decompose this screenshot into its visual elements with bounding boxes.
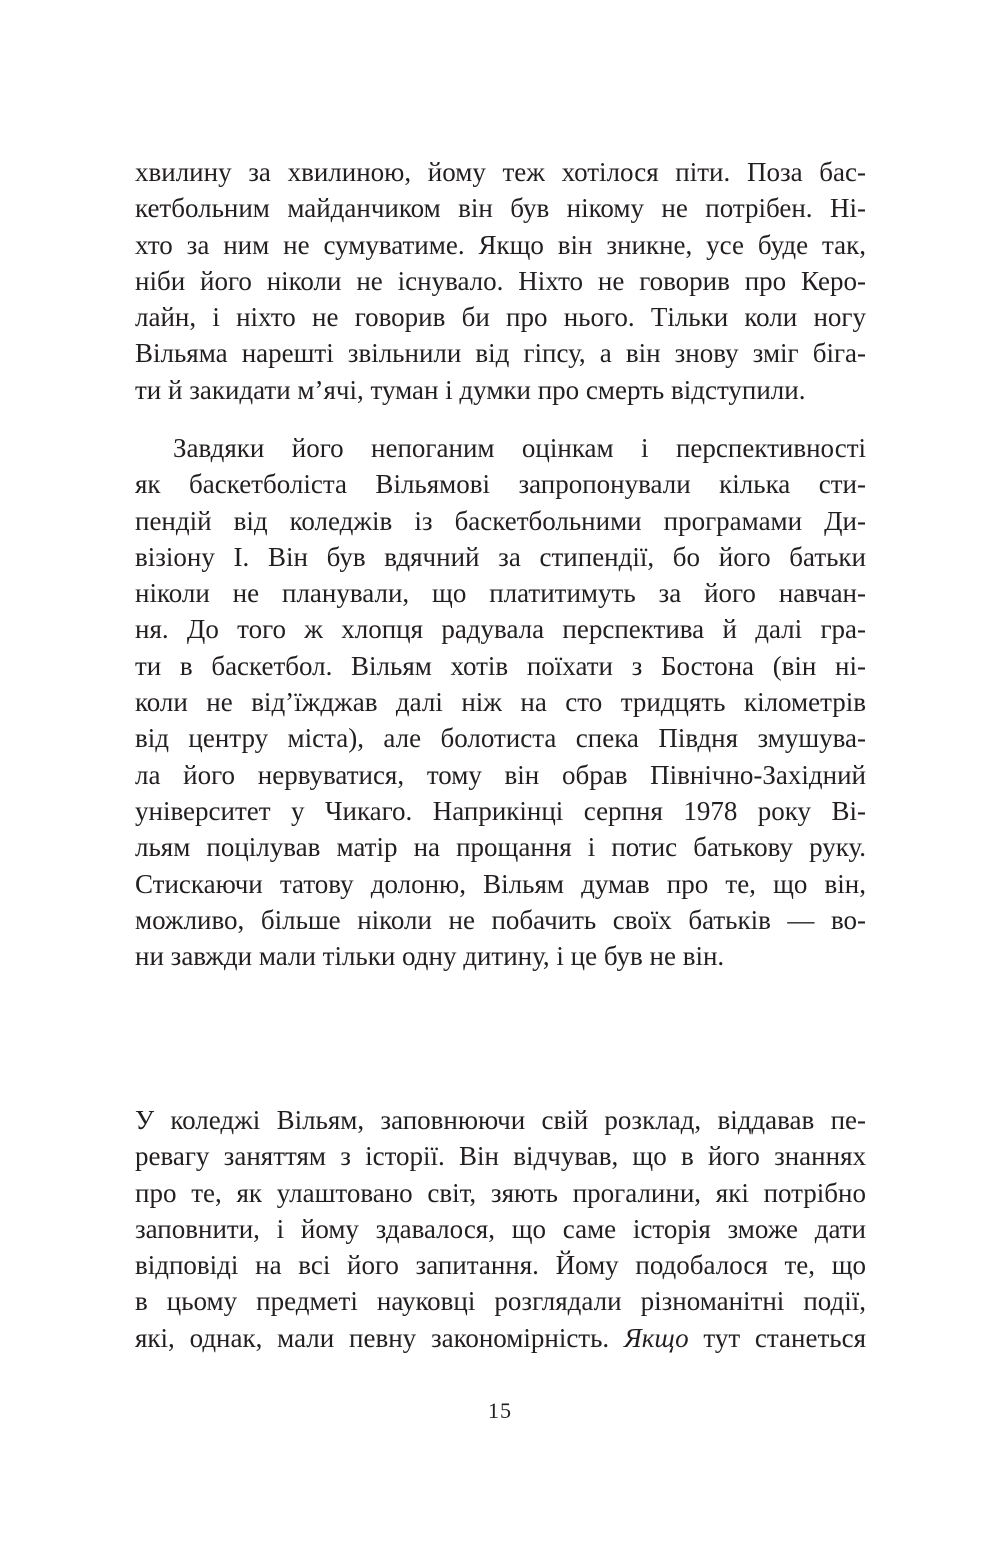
text-line: Стискаючи татову долоню, Вільям думав про те, що він, (135, 868, 866, 899)
text-line: ніколи не планували, що платитимуть за його навчан- (135, 578, 866, 609)
paragraph-1 (135, 154, 866, 408)
text-line: льям поцілував матір на прощання і потис батькову руку. (135, 832, 866, 863)
text-line: відповіді на всі його запитання. Йому подобалося те, що (135, 1250, 866, 1281)
page-number: 15 (488, 1398, 512, 1423)
text-line: У коледжі Вільям, заповнюючи свій розклад, віддавав пе- (135, 1105, 866, 1135)
text-line (135, 1320, 866, 1356)
italic-word: Якщо (623, 1322, 689, 1353)
text-line: ти в баскетбол. Вільям хотів поїхати з Бостона (він ні- (135, 650, 866, 681)
text-line: як баскетболіста Вільямові запропонували кілька сти- (135, 469, 866, 500)
text-line: ни завжди мали тільки одну дитину, і це був не він. (135, 941, 725, 972)
text-line: від центру міста), але болотиста спека Півдня змушува- (135, 723, 866, 754)
text-segment: які, однак, мали певну закономірність. (135, 1322, 624, 1353)
text-line: ня. До того ж хлопця радувала перспектива й далі гра- (135, 614, 866, 645)
text-line: хто за ним не сумуватиме. Якщо він зникне, усе буде так, (135, 229, 866, 260)
text-line: Вільяма нарешті звільнили від гіпсу, а він знову зміг біга- (135, 338, 866, 369)
text-line: ревагу заняттям з історії. Він відчував, що в його знаннях (135, 1141, 866, 1172)
paragraph-3 (135, 1102, 866, 1356)
text-line: ти й закидати м’ячі, туман і думки про смерть відступили. (135, 374, 806, 405)
text-line: університет у Чикаго. Наприкінці серпня 1978 року Ві- (135, 795, 866, 826)
text-line: заповнити, і йому здавалося, що саме історія зможе дати (135, 1213, 866, 1244)
text-line: Завдяки його непоганим оцінкам і перспективності (173, 433, 866, 463)
text-line: кетбольним майданчиком він був нікому не потрібен. Ні- (135, 193, 866, 224)
text-line: ла його нервуватися, тому він обрав Північно-Західний (135, 759, 866, 790)
text-line: хвилину за хвилиною, йому теж хотілося піти. Поза бас- (135, 157, 866, 187)
text-line: в цьому предметі науковці розглядали різноманітні події, (135, 1286, 866, 1317)
text-segment: тут станеться (688, 1322, 866, 1353)
text-line: можливо, більше ніколи не побачить своїх батьків — во- (135, 904, 866, 935)
text-line: пендій від коледжів із баскетбольними програмами Ди- (135, 505, 866, 536)
paragraph-2 (135, 430, 866, 974)
text-line: коли не від’їжджав далі ніж на сто тридцять кілометрів (135, 687, 866, 718)
text-line: лайн, і ніхто не говорив би про нього. Тільки коли ногу (135, 302, 866, 333)
text-line: про те, як улаштовано світ, зяють прогалини, які потрібно (135, 1177, 866, 1208)
text-line: ніби його ніколи не існувало. Ніхто не говорив про Керо- (135, 265, 866, 296)
text-line: візіону I. Він був вдячний за стипендії, бо його батьки (135, 541, 866, 572)
